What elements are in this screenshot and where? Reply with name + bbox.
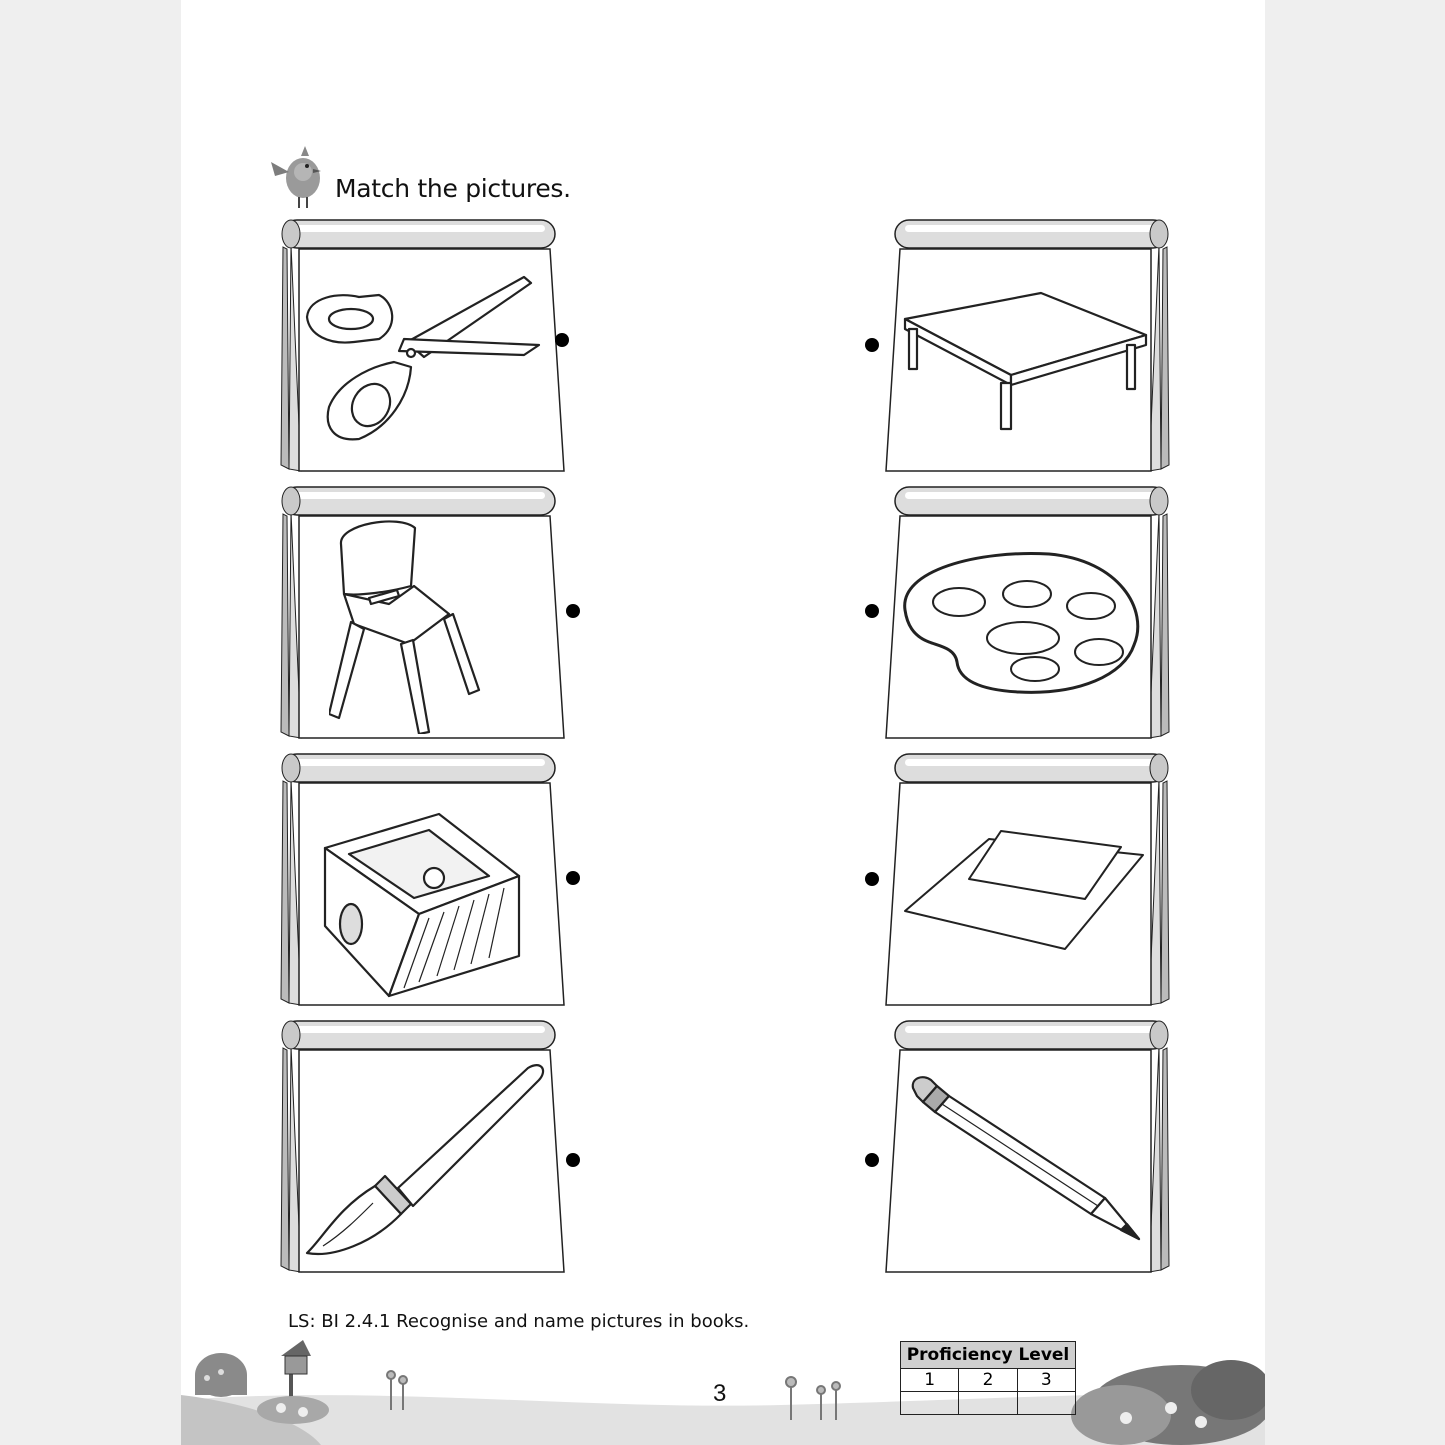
palette-picture [899,550,1149,700]
worksheet-page [181,0,1265,1445]
proficiency-level-3: 3 [1017,1369,1075,1392]
match-dot-scissors[interactable] [555,333,569,347]
proficiency-box-3[interactable] [1017,1392,1075,1415]
card-paper [881,751,1171,1009]
paper-picture [903,829,1148,954]
card-chair [279,484,569,742]
proficiency-box-2[interactable] [959,1392,1017,1415]
card-palette [881,484,1171,742]
paintbrush-picture [303,1058,548,1258]
match-dot-palette[interactable] [865,604,879,618]
bird-icon [269,142,329,210]
card-pencil [881,1018,1171,1276]
pencil-picture [909,1074,1144,1244]
proficiency-table [900,1341,1076,1415]
card-table [881,217,1171,475]
card-scissors [279,217,569,475]
proficiency-level-2: 2 [959,1369,1017,1392]
sharpener-picture [319,806,529,1006]
proficiency-title: Proficiency Level [901,1342,1076,1369]
match-dot-paintbrush[interactable] [566,1153,580,1167]
page-number: 3 [713,1380,727,1407]
card-sharpener [279,751,569,1009]
match-dot-pencil[interactable] [865,1153,879,1167]
proficiency-level-1: 1 [901,1369,959,1392]
table-picture [901,287,1151,437]
proficiency-box-1[interactable] [901,1392,959,1415]
card-paintbrush [279,1018,569,1276]
instruction-text: Match the pictures. [335,174,571,203]
chair-picture [329,514,499,734]
scissors-picture [299,267,549,447]
match-dot-table[interactable] [865,338,879,352]
learning-standard: LS: BI 2.4.1 Recognise and name pictures in books. [288,1311,750,1332]
match-dot-sharpener[interactable] [566,871,580,885]
match-dot-paper[interactable] [865,872,879,886]
match-dot-chair[interactable] [566,604,580,618]
